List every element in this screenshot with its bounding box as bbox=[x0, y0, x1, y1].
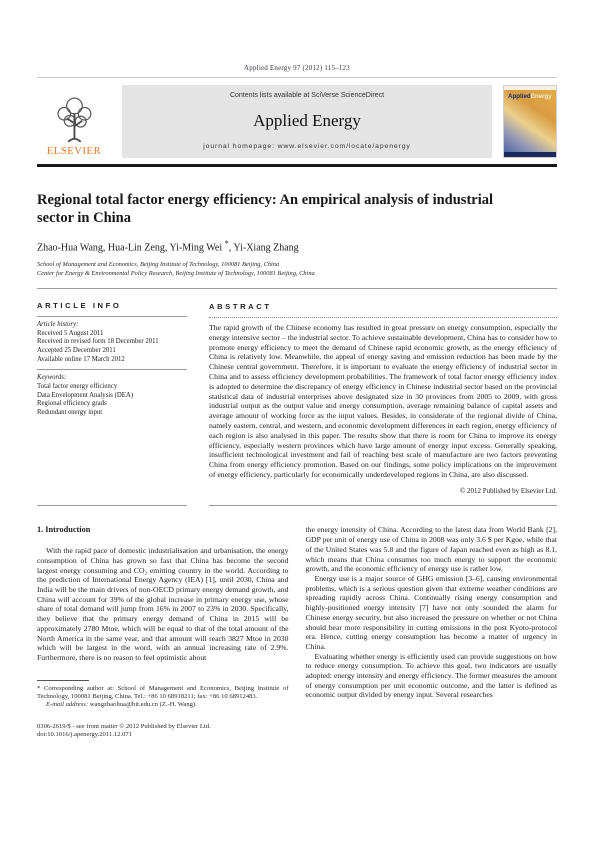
article-title: Regional total factor energy efficiency: An empirical analysis of industrial sector in China bbox=[37, 192, 494, 226]
title-block-divider bbox=[37, 288, 557, 289]
top-divider bbox=[37, 77, 557, 78]
info-divider bbox=[37, 316, 187, 317]
journal-cover-thumbnail bbox=[503, 85, 557, 158]
elsevier-tree-icon bbox=[51, 95, 98, 145]
article-info-heading: ARTICLE INFO bbox=[37, 301, 122, 311]
keywords-label: Keywords: bbox=[37, 374, 67, 382]
journal-homepage-link[interactable]: journal homepage: www.elsevier.com/locate/apenergy bbox=[203, 143, 411, 150]
intro-paragraph: With the rapid pace of domestic industrialisation and urbanisation, the energy consumption of China has grown so fast that China has become the second largest energy consuming and CO₂ emitting country in the world. According to the prediction of International Energy Agency (IEA) [1], until 2030, China and India will be the main drivers of non-OECD primary energy demand growth, and China will account for 39% of the global increase in primary energy use, whose share of total demand will jump from 16% in 2007 to 23% in 2030. Specifically, they believe that the primary energy demand of China in 2015 will be approximately 2780 Mtoe, which will be equal to that of the total amount of the North America in the same year, and that amount will reach 3827 Mtoe in 2030 which will be largest in the word, with an annual increasing rate of 2.9%. Furthermore, there is no reason to feel optimistic about bbox=[37, 546, 289, 662]
intro-paragraph-continued: the energy intensity of China. According to the latest data from World Bank [2], GDP per unit of energy use of China in 2008 was only 3.6 $ per Kgoe, while that of the United States was 5.8 and the figure of Japan reached even as high as 8.1, which means that China consumes too much energy to support the economic growth, and the economic efficiency of energy use is rather low. bbox=[305, 525, 557, 574]
history-item: Accepted 25 December 2011 bbox=[37, 346, 116, 354]
intro-paragraph: Evaluating whether energy is efficiently used can provide suggestions on how to reduce energy consumption. To achieve this goal, two indicators are usually adopted: energy intensity and energy efficiency. The former measures the amount of energy consumption per unit economic outcome, and the latter is defined as economic output divided by energy input. Several researches bbox=[305, 651, 557, 700]
article-info-column bbox=[37, 302, 187, 506]
journal-header-box bbox=[122, 85, 492, 158]
footnote-divider bbox=[37, 680, 89, 681]
abstract-heading: ABSTRACT bbox=[209, 302, 272, 312]
authors-names: Zhao-Hua Wang, Hua-Lin Zeng, Yi-Ming Wei bbox=[37, 242, 223, 254]
abstract-text: The rapid growth of the Chinese economy has resulted in great pressure on energy consumption, especially the energy intensive sector – the industrial sector. To achieve sustainable development, China has to consider how to promote energy efficiency to meet the demand of Chinese rapid economic growth, as the energy efficiency of China is relatively low. Meanwhile, the appeal of energy saving and emission reduction has been made by the Chinese central government. Therefore, it is important to evaluate the energy efficiency of industrial sector in China and to assess efficiency development probabilities. The framework of total factor energy efficiency index is adopted to determine the discrepancy of energy efficiency in Chinese industrial sector based on the provincial statistical data of industrial enterprises above designated size in 30 provinces from 2005 to 2009, with gross industrial output as the output value and energy consumption, average remaining balance of capital assets and average amount of working force as the input values. Besides, in considerate of the regional divide of China, namely eastern, central, and western, and economic development differences in each region, energy efficiency of each region is also analysed in this paper. The results show that there is room for China to improve its energy efficiency, especially western provinces which have large amount of energy input excess. Generally speaking, insufficient technological investment and fail of reaching best scale of manufacture are two factors preventing China from energy efficiency promotion. Based on our findings, some policy implications on the improvement of energy efficiency, particularly for economically underdeveloped regions in China, are also discussed. bbox=[209, 322, 557, 479]
journal-masthead bbox=[37, 85, 557, 158]
keyword-item: Data Envelopment Analysis (DEA) bbox=[37, 391, 134, 399]
history-item: Available online 17 March 2012 bbox=[37, 355, 125, 363]
issn-line: 0306-2619/$ - see front matter © 2012 Published by Elsevier Ltd. bbox=[37, 722, 211, 730]
cover-title-applied: Applied bbox=[508, 93, 531, 100]
cover-title-energy: Energy bbox=[530, 93, 552, 100]
first-page-footer bbox=[37, 723, 289, 740]
affiliations bbox=[37, 261, 557, 278]
corresponding-author-note: * Corresponding author at: School of Management and Economics, Beijing Institute of Technology, 100081 Beijing, China. Tel.: +86 10 68918211; fax: +86 10 68912483. bbox=[37, 684, 289, 700]
body-left-column bbox=[37, 525, 289, 739]
authors-names-tail: , Yi-Xiang Zhang bbox=[228, 242, 299, 254]
section-heading-introduction: 1. Introduction bbox=[37, 525, 91, 535]
elsevier-logo bbox=[37, 85, 111, 158]
history-item: Received in revised form 18 December 2011 bbox=[37, 338, 159, 346]
keyword-item: Redundant energy input bbox=[37, 409, 103, 417]
email-line bbox=[37, 701, 289, 709]
doi-link[interactable]: doi:10.1016/j.apenergy.2011.12.071 bbox=[37, 731, 132, 739]
article-history-label: Article history: bbox=[37, 320, 79, 328]
cover-bottom-band bbox=[504, 152, 556, 157]
author-line bbox=[37, 239, 557, 253]
footnote-block bbox=[37, 680, 289, 710]
elsevier-wordmark: ELSEVIER bbox=[46, 146, 102, 157]
email-address-link[interactable]: wangzhaohua@bit.edu.cn (Z.-H. Wang). bbox=[89, 701, 197, 709]
affiliation-line: Center for Energy & Environmental Policy Research, Beijing Institute of Technology, 100081 Beijing, China bbox=[37, 269, 315, 277]
journal-title: Applied Energy bbox=[253, 111, 361, 130]
article-body bbox=[37, 525, 557, 739]
journal-citation: Applied Energy 97 (2012) 115–123 bbox=[244, 64, 350, 72]
masthead-divider bbox=[37, 164, 557, 167]
keyword-item: Regional efficiency grads bbox=[37, 400, 107, 408]
affiliation-line: School of Management and Economics, Beijing Institute of Technology, 100081 Beijing, China bbox=[37, 261, 280, 269]
cover-title bbox=[508, 93, 552, 100]
info-divider bbox=[37, 369, 187, 370]
body-right-column bbox=[306, 525, 558, 739]
cover-top-strip bbox=[504, 86, 556, 90]
email-label: E-mail address: bbox=[46, 701, 89, 709]
history-item: Received 5 August 2011 bbox=[37, 329, 104, 337]
abstract-column bbox=[209, 302, 557, 506]
corresponding-author-mark: * bbox=[224, 239, 229, 248]
sciencedirect-link[interactable]: Contents lists available at SciVerse ScienceDirect bbox=[229, 92, 385, 99]
copyright-line: © 2012 Published by Elsevier Ltd. bbox=[459, 486, 557, 495]
intro-paragraph: Energy use is a major source of GHG emission [3–6], causing environmental problems, which is a serious question given that extreme weather conditions are spreading rapidly across China. Continually rising energy consumption and highly-positioned energy intensity [7] have not only sounded the alarm for Chinese energy security, but also increased the pressure on whether or not China should bear more responsibility in cutting emissions in the post Kyoto-protocol era. Hence, cutting energy consumption has become a matter of urgency in China. bbox=[305, 574, 557, 651]
abstract-divider bbox=[209, 317, 557, 318]
keyword-item: Total factor energy efficiency bbox=[37, 383, 118, 391]
